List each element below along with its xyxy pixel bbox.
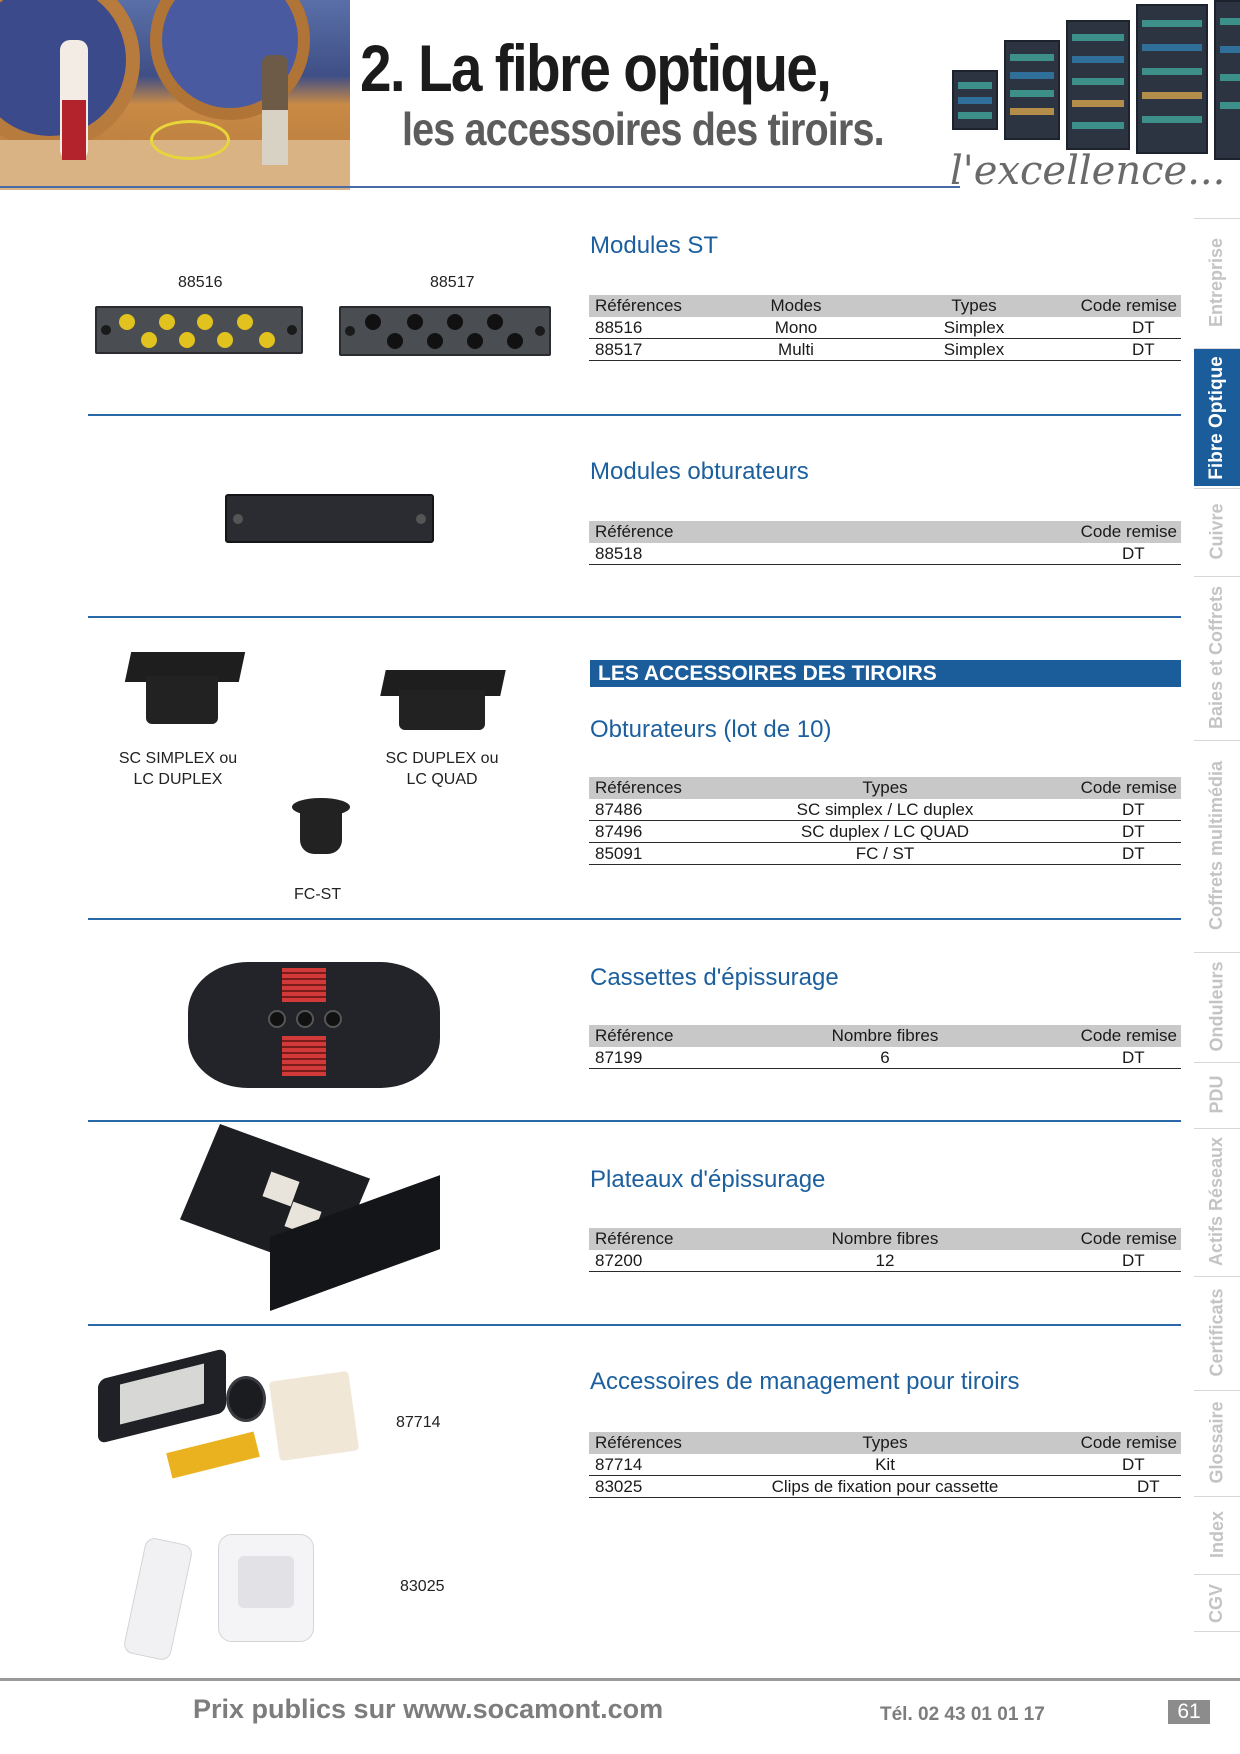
- management-kit-image: [98, 1356, 358, 1490]
- cassette-clip-image: [134, 1530, 324, 1666]
- table-obturateurs: [589, 777, 1181, 865]
- table-row: 87200 12 DT: [589, 1250, 1181, 1272]
- page-number: 61: [1168, 1700, 1210, 1724]
- side-tab-certificats[interactable]: Certificats: [1194, 1276, 1240, 1388]
- table-row: 87714 Kit DT: [589, 1454, 1181, 1476]
- table-header-row: Référence Code remise: [589, 521, 1181, 543]
- image-label-83025: 83025: [400, 1578, 445, 1595]
- section-banner: LES ACCESSOIRES DES TIROIRS: [590, 660, 1181, 687]
- footer-divider: [0, 1678, 1240, 1681]
- image-label-fc-st: FC-ST: [294, 886, 342, 903]
- splice-tray-image: [180, 1136, 442, 1316]
- image-label-88517: 88517: [430, 274, 475, 291]
- side-tab-onduleurs[interactable]: Onduleurs: [1194, 952, 1240, 1060]
- side-tab-entreprise[interactable]: Entreprise: [1194, 218, 1240, 346]
- section-title-obturateurs: Obturateurs (lot de 10): [590, 716, 832, 743]
- page-title: 2. La fibre optique,: [360, 31, 831, 105]
- table-row: 87199 6 DT: [589, 1047, 1181, 1069]
- section-divider: [88, 1120, 1181, 1122]
- footer-phone: Tél. 02 43 01 01 17: [880, 1704, 1045, 1725]
- page-header: [0, 0, 1240, 195]
- footer-website-link[interactable]: Prix publics sur www.socamont.com: [193, 1694, 664, 1724]
- section-title-modules-obturateurs: Modules obturateurs: [590, 458, 809, 485]
- table-row: 87486 SC simplex / LC duplex DT: [589, 799, 1181, 821]
- header-tagline: l'excellence...: [950, 148, 1226, 194]
- section-title-modules-st: Modules ST: [590, 232, 719, 259]
- header-divider: [0, 186, 960, 188]
- table-header-row: Références Types Code remise: [589, 1432, 1181, 1454]
- splice-cassette-image: [188, 956, 440, 1090]
- side-tab-coffrets-multimedia[interactable]: Coffrets multimédia: [1194, 740, 1240, 950]
- image-label-sc-duplex: SC DUPLEX ou LC QUAD: [385, 750, 499, 788]
- side-tab-baies-et-coffrets[interactable]: Baies et Coffrets: [1194, 576, 1240, 738]
- table-row: 85091 FC / ST DT: [589, 843, 1181, 865]
- table-plateaux: [589, 1228, 1181, 1272]
- page-subtitle: les accessoires des tiroirs.: [402, 103, 884, 155]
- section-title-cassettes: Cassettes d'épissurage: [590, 964, 839, 991]
- image-label-sc-simplex: SC SIMPLEX ou LC DUPLEX: [118, 750, 238, 788]
- table-row: 87496 SC duplex / LC QUAD DT: [589, 821, 1181, 843]
- table-header-row: Références Modes Types Code remise: [589, 295, 1181, 317]
- table-header-row: Référence Nombre fibres Code remise: [589, 1228, 1181, 1250]
- image-label-88516: 88516: [178, 274, 223, 291]
- blank-module-image: [225, 494, 434, 543]
- table-header-row: Référence Nombre fibres Code remise: [589, 1025, 1181, 1047]
- side-tab-pdu[interactable]: PDU: [1194, 1062, 1240, 1126]
- image-label-87714: 87714: [396, 1414, 441, 1431]
- table-management: [589, 1432, 1181, 1498]
- section-divider: [88, 616, 1181, 618]
- header-photo-children-cable-spools: [0, 0, 350, 190]
- section-divider: [88, 918, 1181, 920]
- section-title-plateaux: Plateaux d'épissurage: [590, 1166, 826, 1193]
- table-row: 88516 Mono Simplex DT: [589, 317, 1181, 339]
- table-modules-obturateurs: [589, 521, 1181, 565]
- table-row: 83025 Clips de fixation pour cassette DT: [589, 1476, 1181, 1498]
- section-divider: [88, 414, 1181, 416]
- side-tab-fibre-optique[interactable]: Fibre Optique: [1194, 348, 1240, 486]
- side-tab-actifs-reseaux[interactable]: Actifs Réseaux: [1194, 1128, 1240, 1274]
- side-tab-glossaire[interactable]: Glossaire: [1194, 1390, 1240, 1494]
- table-row: 88517 Multi Simplex DT: [589, 339, 1181, 361]
- table-cassettes: [589, 1025, 1181, 1069]
- table-header-row: Références Types Code remise: [589, 777, 1181, 799]
- table-modules-st: [589, 295, 1181, 361]
- side-tab-index[interactable]: Index: [1194, 1496, 1240, 1572]
- section-divider: [88, 1324, 1181, 1326]
- section-title-management: Accessoires de management pour tiroirs: [590, 1368, 1020, 1395]
- table-row: 88518 DT: [589, 543, 1181, 565]
- side-tab-cuivre[interactable]: Cuivre: [1194, 488, 1240, 574]
- side-tab-cgv[interactable]: CGV: [1194, 1574, 1240, 1632]
